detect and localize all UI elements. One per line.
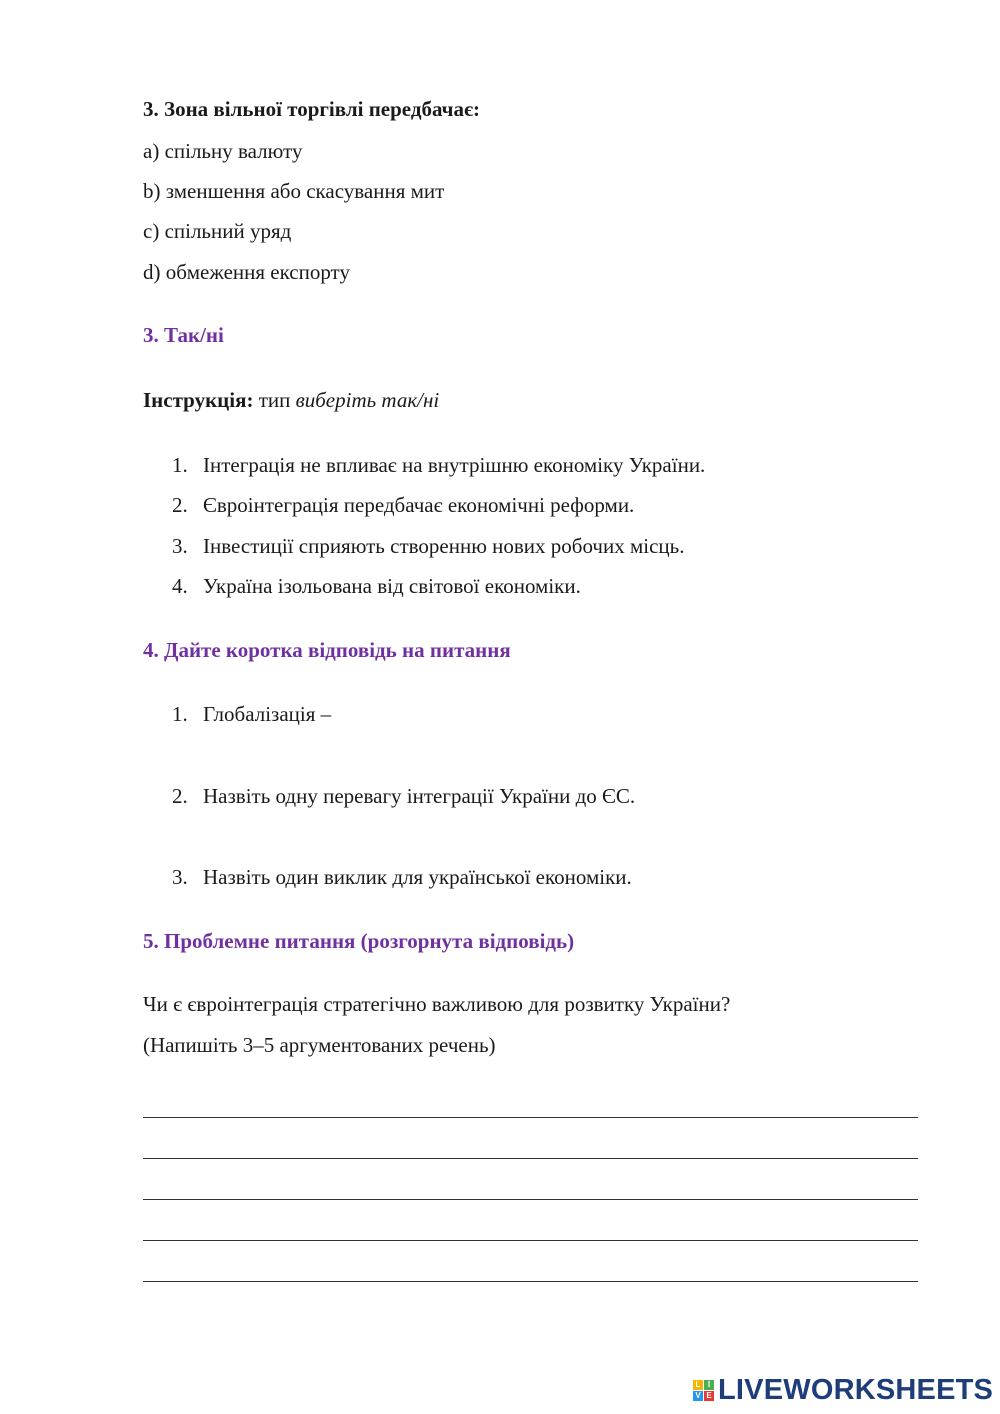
tf-item-number: 1. [172, 453, 188, 477]
option-b[interactable]: b) зменшення або скасування мит [143, 179, 445, 203]
answer-line[interactable] [143, 1117, 918, 1118]
instruction-emphasis: виберіть так/ні [295, 388, 440, 412]
short-item-text: Назвіть одну перевагу інтеграції України до ЄС. [203, 784, 636, 808]
instruction [143, 387, 439, 413]
option-d[interactable]: d) обмеження експорту [143, 260, 350, 284]
instruction-text: тип [253, 388, 296, 412]
short-item-number: 2. [172, 784, 188, 808]
logo-text: LIVEWORKSHEETS [718, 1373, 994, 1406]
option-c[interactable]: c) спільний уряд [143, 219, 292, 243]
section-heading-true-false: 3. Так/ні [143, 323, 224, 347]
section-heading-short-answer: 4. Дайте коротка відповідь на питання [143, 638, 511, 662]
tf-item-number: 3. [172, 534, 188, 558]
short-item-number: 1. [172, 702, 188, 726]
tf-item-text[interactable]: Україна ізольована від світової економіки. [203, 574, 581, 598]
tf-item-number: 2. [172, 493, 188, 517]
logo-mark-letter: E [704, 1391, 714, 1401]
liveworksheets-logo [693, 1375, 993, 1405]
logo-mark-letter: V [693, 1391, 703, 1401]
short-item-number: 3. [172, 865, 188, 889]
tf-item-text[interactable]: Інтеграція не впливає на внутрішню економіку України. [203, 453, 706, 477]
logo-mark-icon [693, 1380, 714, 1401]
question-title: 3. Зона вільної торгівлі передбачає: [143, 97, 481, 121]
tf-item-text[interactable]: Євроінтеграція передбачає економічні реформи. [203, 493, 635, 517]
answer-line[interactable] [143, 1158, 918, 1159]
answer-line[interactable] [143, 1240, 918, 1241]
instruction-label: Інструкція: [143, 388, 254, 412]
short-item-text: Назвіть один виклик для української економіки. [203, 865, 632, 889]
option-a[interactable]: a) спільну валюту [143, 139, 303, 163]
answer-line[interactable] [143, 1199, 918, 1200]
problem-question: Чи є євроінтеграція стратегічно важливою для розвитку України? [143, 992, 731, 1016]
answer-line[interactable] [143, 1281, 918, 1282]
section-heading-problem: 5. Проблемне питання (розгорнута відповідь) [143, 929, 575, 953]
tf-item-number: 4. [172, 574, 188, 598]
logo-mark-letter: L [693, 1380, 703, 1390]
short-item-text: Глобалізація – [203, 702, 332, 726]
problem-note: (Напишіть 3–5 аргументованих речень) [143, 1033, 496, 1057]
tf-item-text[interactable]: Інвестиції сприяють створенню нових робочих місць. [203, 534, 685, 558]
logo-mark-letter: I [704, 1380, 714, 1390]
